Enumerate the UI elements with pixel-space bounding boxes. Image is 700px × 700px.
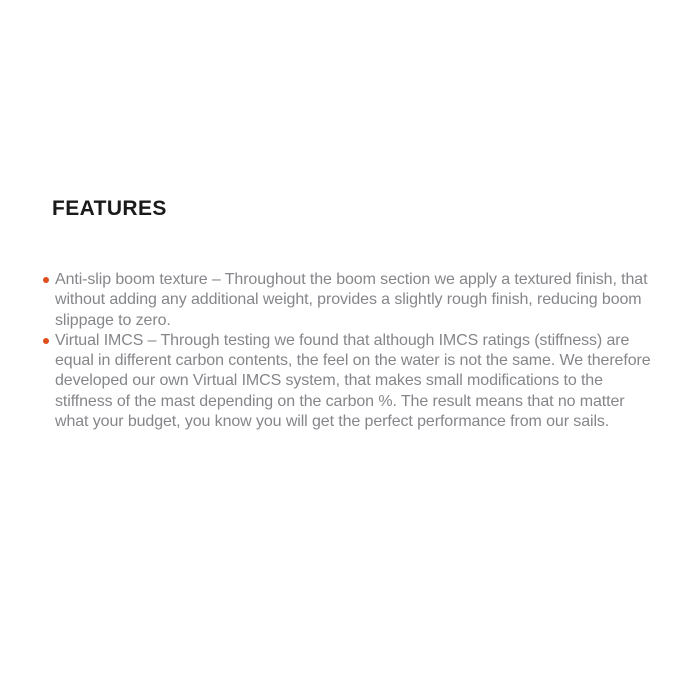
feature-text: Virtual IMCS – Through testing we found that although IMCS ratings (stiffness) are equal in different carbon contents, the feel on the water is not the same. We therefore developed our own Virtual IMCS system, that makes small modifications to the stiffness of the mast depending on the carbon %. The result means that no matter what your budget, you know you will get the perfect performance from our sails. [55,331,651,431]
bullet-icon [43,338,49,344]
feature-item [42,331,655,432]
bullet-icon [43,277,49,283]
features-list [42,270,655,432]
feature-item [42,270,655,331]
section-title: FEATURES [52,197,167,220]
feature-text: Anti-slip boom texture – Throughout the boom section we apply a textured finish, that without adding any additional weight, provides a slightly rough finish, reducing boom slippage to zero. [55,271,648,329]
